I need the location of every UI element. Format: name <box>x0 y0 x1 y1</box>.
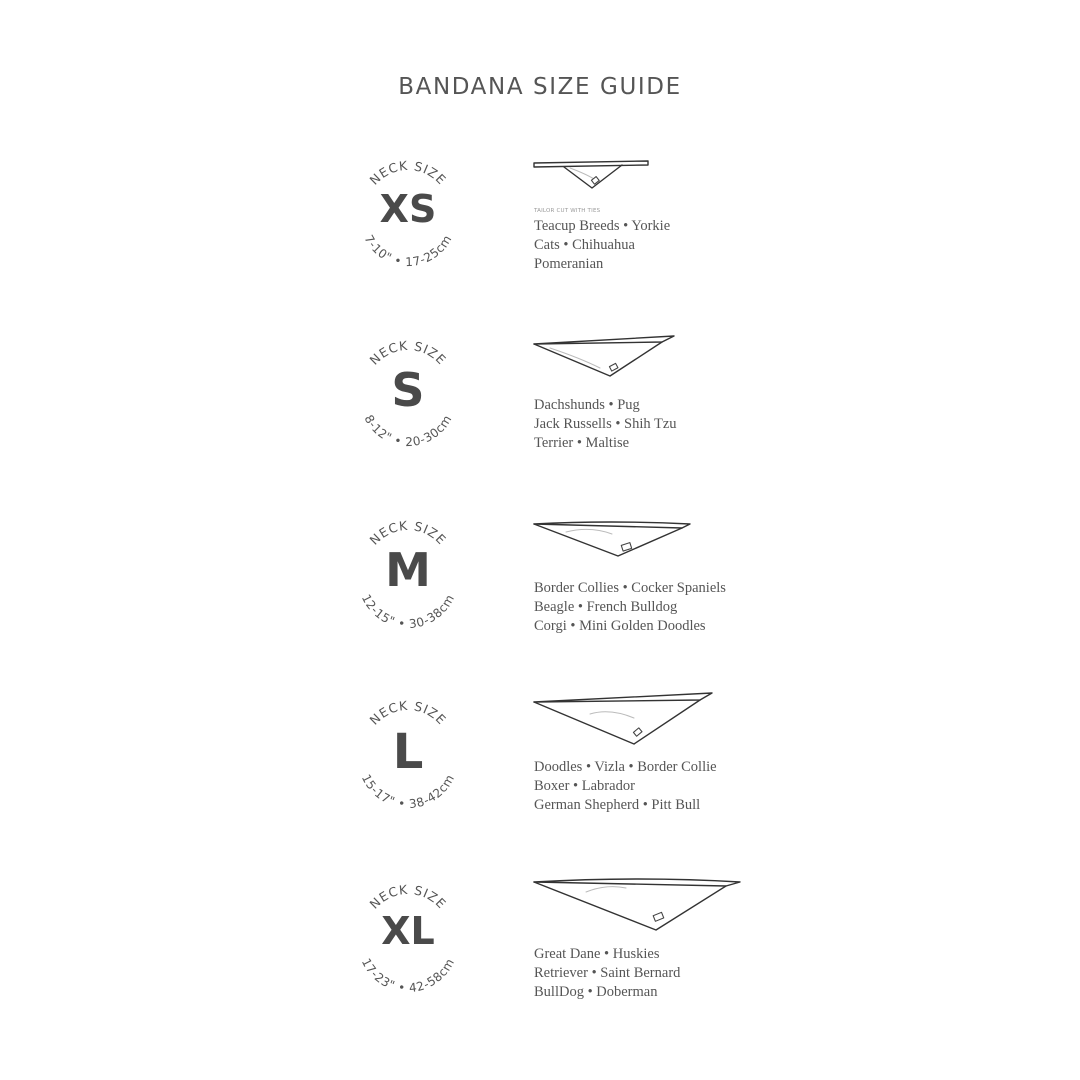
breed-list-s <box>534 396 677 453</box>
size-code-m: M <box>385 543 431 597</box>
size-code-xl: XL <box>381 909 435 953</box>
bandana-illustration-m <box>530 514 695 562</box>
neck-size-label: NECK SIZE <box>366 337 450 368</box>
breed-line: Jack Russells • Shih Tzu <box>534 416 677 432</box>
breed-list-m <box>534 579 726 636</box>
breed-line: German Shepherd • Pitt Bull <box>534 797 701 813</box>
bandana-illustration-s <box>530 332 680 380</box>
size-row-xs <box>0 148 1080 308</box>
neck-size-badge-s <box>348 328 468 448</box>
breed-line: Border Collies • Cocker Spaniels <box>534 580 726 596</box>
page-title: BANDANA SIZE GUIDE <box>398 74 682 100</box>
tailor-cut-note: TAILOR CUT WITH TIES <box>534 208 601 214</box>
size-code-xs: XS <box>379 187 437 231</box>
neck-size-badge-xs <box>348 148 468 268</box>
breed-line: BullDog • Doberman <box>534 984 658 1000</box>
size-row-l <box>0 688 1080 848</box>
neck-size-badge-xl <box>348 872 468 996</box>
bandana-illustration-xs <box>530 154 655 190</box>
size-row-s <box>0 328 1080 488</box>
breed-line: Dachshunds • Pug <box>534 397 640 413</box>
breed-line: Beagle • French Bulldog <box>534 599 678 615</box>
breed-line: Cats • Chihuahua <box>534 237 635 253</box>
neck-size-label: NECK SIZE <box>366 881 450 912</box>
breed-line: Boxer • Labrador <box>534 778 635 794</box>
neck-size-label: NECK SIZE <box>366 157 450 188</box>
breed-line: Teacup Breeds • Yorkie <box>534 218 671 234</box>
breed-line: Pomeranian <box>534 256 604 272</box>
neck-measurement-m: 12-15" • 30-38cm <box>358 591 458 632</box>
breed-list-l <box>534 758 717 815</box>
breed-line: Corgi • Mini Golden Doodles <box>534 618 706 634</box>
size-row-m <box>0 508 1080 668</box>
neck-measurement-l: 15-17" • 38-42cm <box>358 771 458 812</box>
breed-list-xl <box>534 945 680 1002</box>
breed-line: Great Dane • Huskies <box>534 946 660 962</box>
neck-measurement-xl: 17-23" • 42-58cm <box>358 955 458 996</box>
neck-measurement-xs: 7-10" • 17-25cm <box>361 232 455 270</box>
neck-size-label: NECK SIZE <box>366 697 450 728</box>
size-code-l: L <box>392 724 424 780</box>
neck-size-label: NECK SIZE <box>366 517 450 548</box>
neck-measurement-s: 8-12" • 20-30cm <box>361 412 455 450</box>
breed-line: Doodles • Vizla • Border Collie <box>534 759 717 775</box>
neck-size-badge-l <box>348 688 468 812</box>
size-code-s: S <box>391 363 425 417</box>
bandana-illustration-l <box>530 690 720 748</box>
size-row-xl <box>0 872 1080 1032</box>
breed-list-xs <box>534 217 670 274</box>
bandana-illustration-xl <box>530 874 745 934</box>
breed-line: Retriever • Saint Bernard <box>534 965 681 981</box>
neck-size-badge-m <box>348 508 468 632</box>
breed-line: Terrier • Maltise <box>534 435 630 451</box>
